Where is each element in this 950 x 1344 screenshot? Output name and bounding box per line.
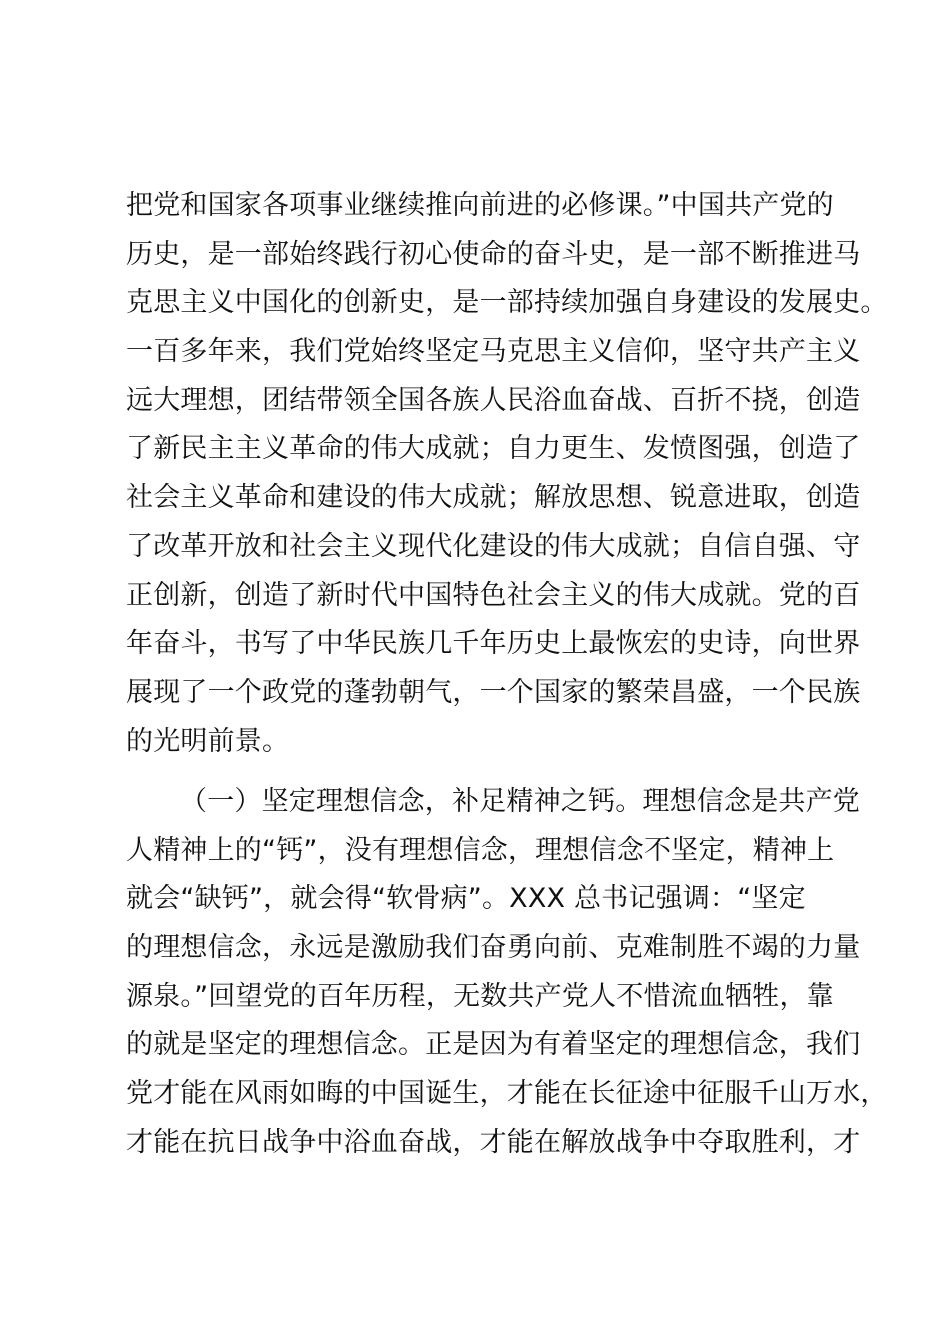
text-line: 正创新，创造了新时代中国特色社会主义的伟大成就。党的百 [126,579,861,611]
text-line: 人精神上的“钙”，没有理想信念，理想信念不坚定，精神上 [126,834,835,866]
text-line: （一）坚定理想信念，补足精神之钙。理想信念是共产党 [180,786,860,817]
text-line: 党才能在风雨如晦的中国诞生，才能在长征途中征服千山万水， [126,1078,888,1110]
text-line: 克思主义中国化的创新史，是一部持续加强自身建设的发展史。 [126,287,888,319]
text-line: 把党和国家各项事业继续推向前进的必修课。”中国共产党的 [126,190,834,221]
text-line: 了改革开放和社会主义现代化建设的伟大成就；自信自强、守 [126,530,861,562]
text-line: 源泉。”回望党的百年历程，无数共产党人不惜流血牺牲，靠 [126,980,834,1012]
text-line: 的就是坚定的理想信念。正是因为有着坚定的理想信念，我们 [126,1029,861,1061]
text-line: 展现了一个政党的蓬勃朝气，一个国家的繁荣昌盛，一个民族 [126,676,861,708]
paragraph-2 [126,778,888,1168]
text-line: 的理想信念，永远是激励我们奋勇向前、克难制胜不竭的力量 [126,932,861,964]
text-line: 一百多年来，我们党始终坚定马克思主义信仰，坚守共产主义 [126,336,861,368]
text-line: 的光明前景。 [126,725,290,757]
text-line: 社会主义革命和建设的伟大成就；解放思想、锐意进取，创造 [126,482,861,514]
text-line: 历史，是一部始终践行初心使命的奋斗史，是一部不断推进马 [126,238,861,270]
text-line: 了新民主主义革命的伟大成就；自力更生、发愤图强，创造了 [126,433,861,465]
text-line: 就会“缺钙”，就会得“软骨病”。XXX 总书记强调：“坚定 [126,883,806,915]
text-line: 才能在抗日战争中浴血奋战，才能在解放战争中夺取胜利，才 [126,1126,861,1158]
text-line: 远大理想，团结带领全国各族人民浴血奋战、百折不挠，创造 [126,384,861,416]
text-line: 年奋斗，书写了中华民族几千年历史上最恢宏的史诗，向世界 [126,628,861,660]
paragraph-1 [126,182,888,766]
